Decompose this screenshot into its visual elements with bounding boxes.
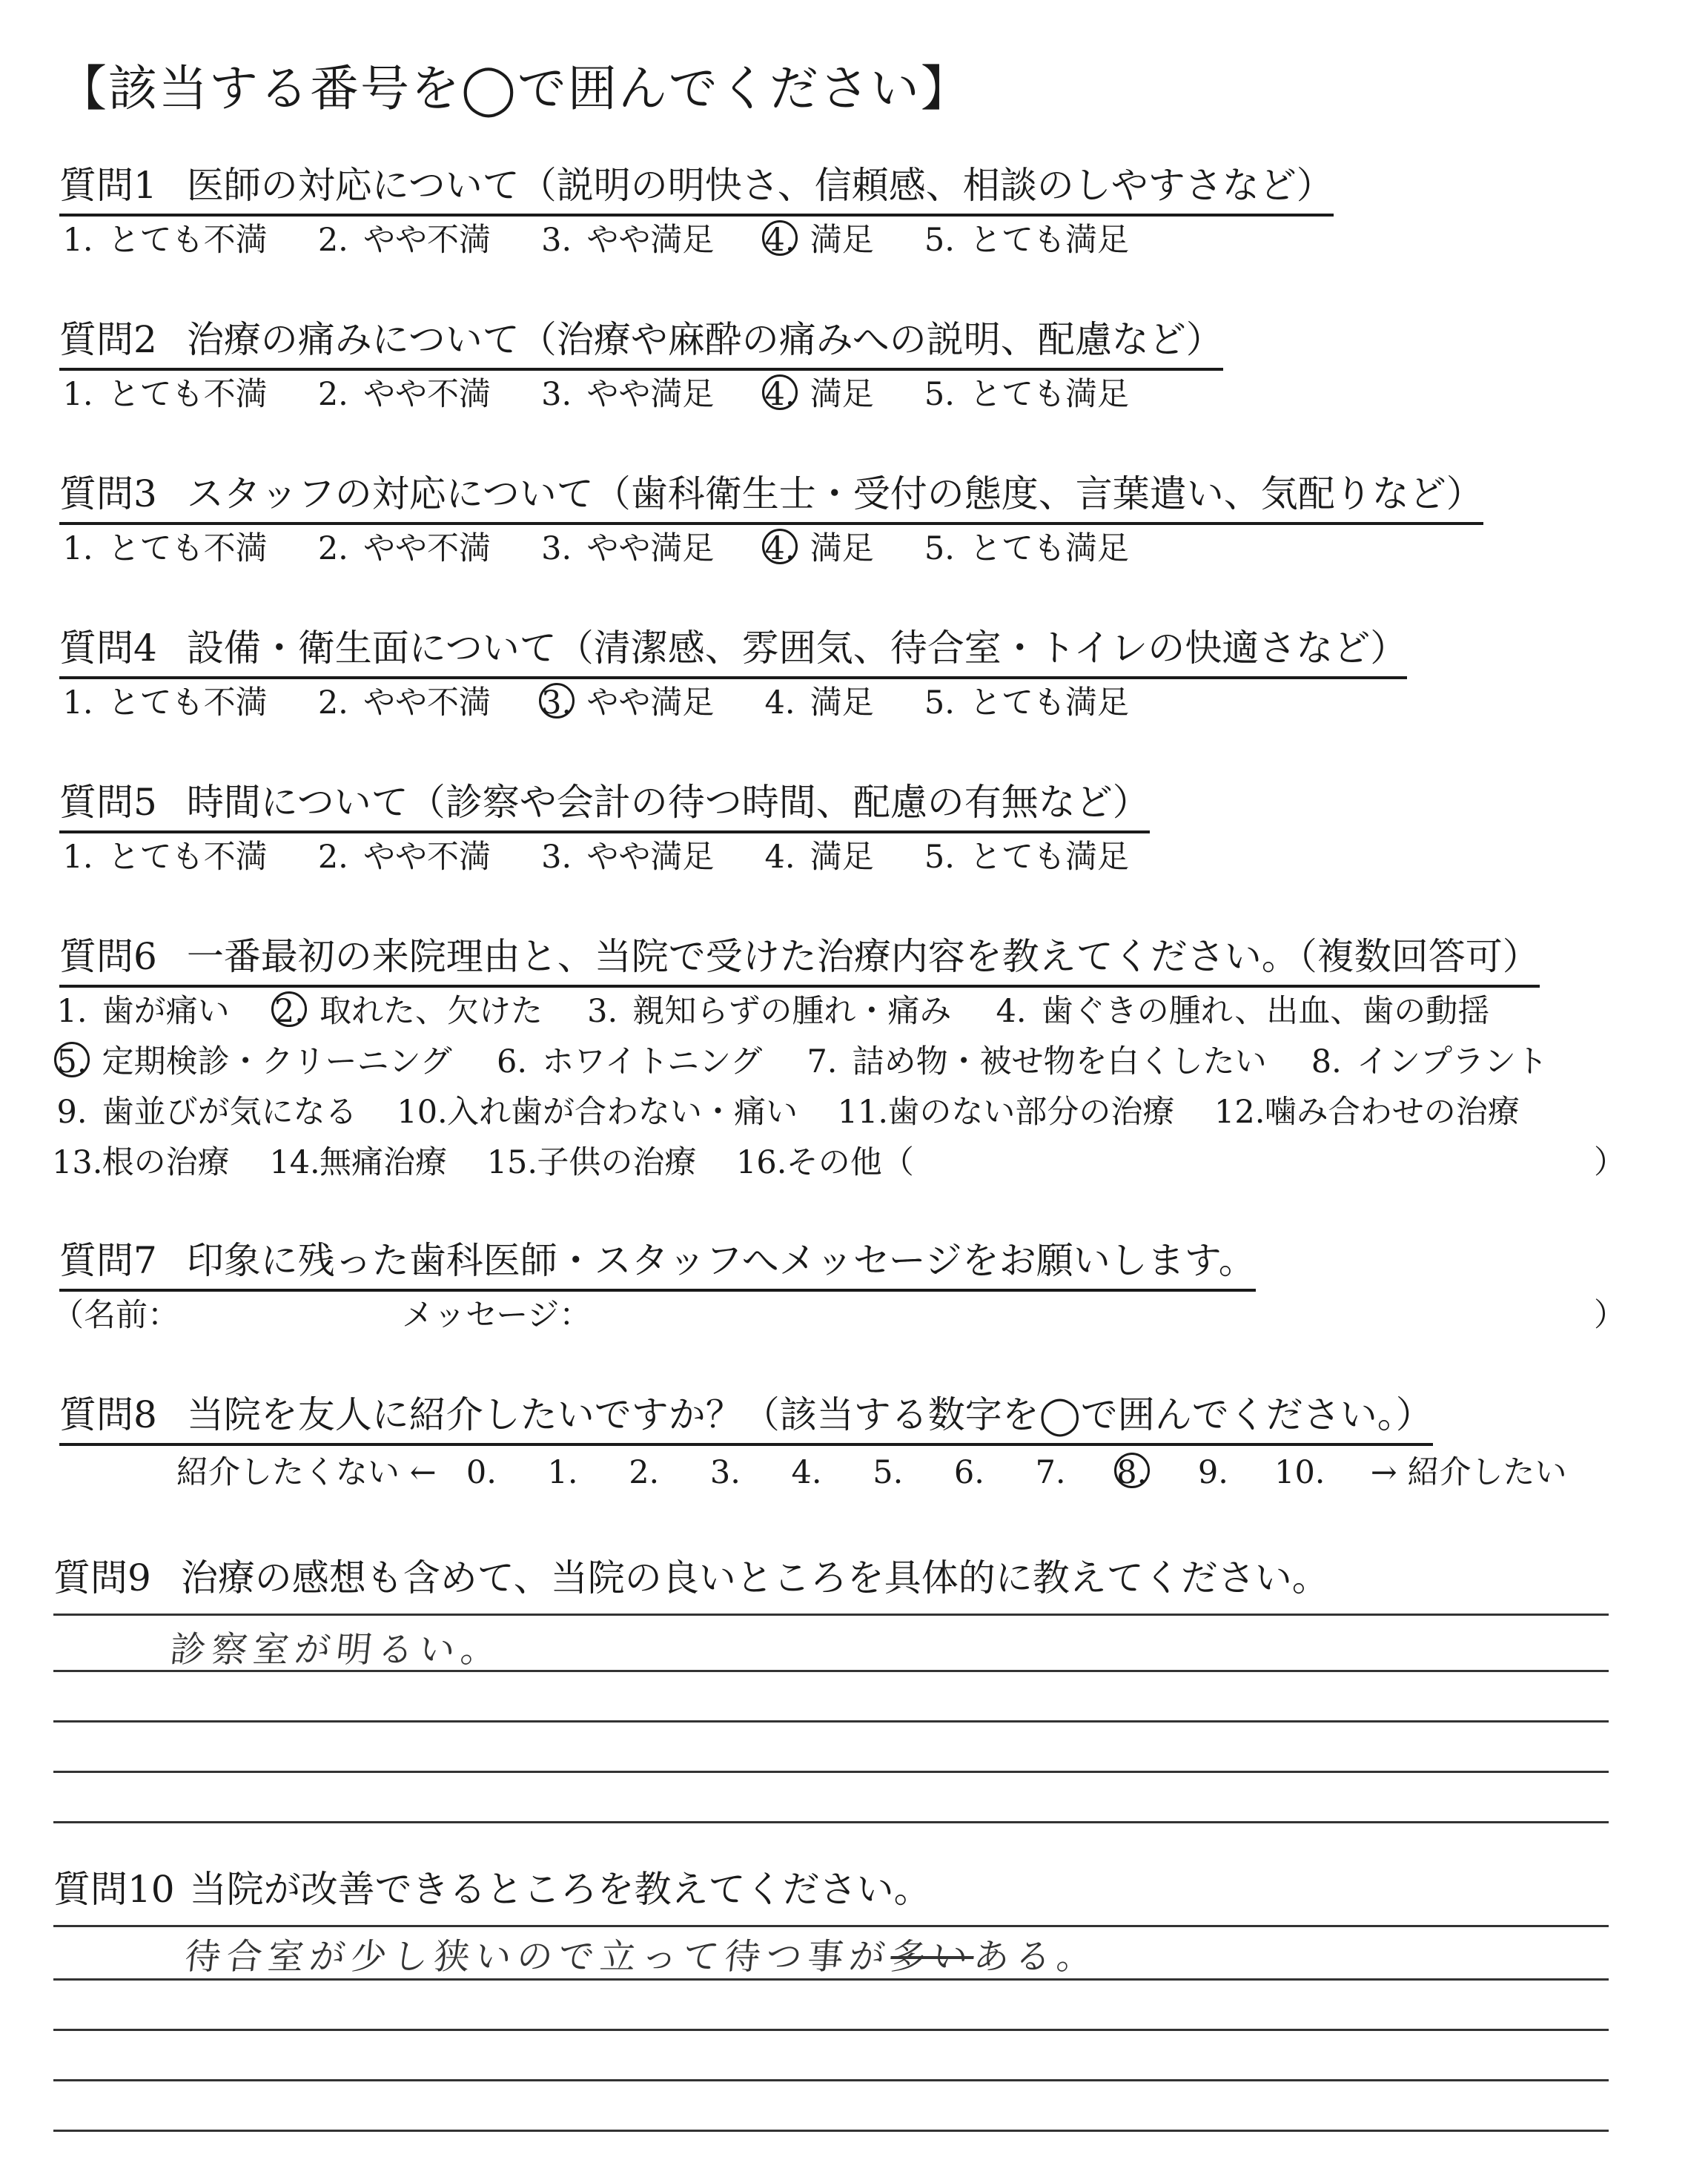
option[interactable]: 3. やや満足 [541, 839, 715, 876]
option[interactable]: 3. 親知らずの腫れ・痛み [587, 993, 952, 1030]
option[interactable]: 13. 根の治療 [52, 1144, 230, 1181]
option[interactable]: 12. 噛み合わせの治療 [1214, 1094, 1520, 1131]
option[interactable]: 3. やや満足 [541, 376, 715, 413]
answer-line [53, 1720, 1609, 1723]
other-close-paren: ） [1594, 1144, 1626, 1181]
question-3-text: スタッフの対応について（歯科衛生士・受付の態度、言葉遣い、気配りなど） [186, 472, 1483, 515]
question-1-text: 医師の対応について（説明の明快さ、信頼感、相談のしやすさなど） [186, 164, 1334, 207]
question-5-number: 質問5 [59, 781, 157, 824]
option[interactable]: 2. やや不満 [317, 530, 491, 567]
answer-line [53, 1821, 1609, 1823]
scale-option[interactable]: 5. [873, 1454, 904, 1491]
question-5-title [59, 773, 1150, 833]
option[interactable]: 5. とても満足 [924, 839, 1130, 876]
question-2-options [58, 369, 1165, 415]
option[interactable]: 5. とても満足 [924, 222, 1130, 259]
question-9-number: 質問9 [53, 1556, 151, 1599]
option[interactable]: 1. 歯が痛い [56, 993, 230, 1030]
scale-option[interactable]: 10. [1274, 1454, 1325, 1491]
question-7-number: 質問7 [59, 1239, 157, 1282]
question-9-answer[interactable]: 診察室が明るい。 [168, 1629, 505, 1671]
option[interactable]: 2. やや不満 [317, 684, 491, 721]
option[interactable]: 2. やや不満 [317, 222, 491, 259]
question-8-number: 質問8 [59, 1393, 157, 1436]
question-9-title [53, 1548, 1329, 1602]
option[interactable]: 2. やや不満 [317, 376, 491, 413]
question-6-row-1 [52, 986, 1519, 1031]
scale-option[interactable]: 7. [1035, 1454, 1066, 1491]
question-1-number: 質問1 [59, 164, 157, 207]
option[interactable]: 1. とても不満 [62, 684, 268, 721]
scale-option[interactable]: 2. [629, 1454, 660, 1491]
scale-right-label: → 紹介したい [1370, 1454, 1567, 1491]
answer-line [53, 1614, 1609, 1616]
question-9-text: 治療の感想も含めて、当院の良いところを具体的に教えてください。 [180, 1556, 1329, 1599]
answer-line [53, 2029, 1609, 2031]
question-2-title [59, 310, 1223, 371]
answer-line [53, 1925, 1609, 1927]
option[interactable]: 2. やや不満 [317, 839, 491, 876]
option[interactable]: 5. とても満足 [924, 376, 1130, 413]
scale-option[interactable]: 1. [547, 1454, 578, 1491]
question-2-text: 治療の痛みについて（治療や麻酔の痛みへの説明、配慮など） [186, 318, 1223, 361]
question-4-title [59, 618, 1407, 679]
question-5-text: 時間について（診察や会計の待つ時間、配慮の有無など） [186, 781, 1150, 824]
option[interactable]: 7. 詰め物・被せ物を白くしたい [807, 1043, 1267, 1080]
option[interactable]: 14. 無痛治療 [269, 1144, 448, 1181]
scale-left-label: 紹介したくない ← [176, 1454, 437, 1491]
question-10-number: 質問10 [53, 1868, 175, 1911]
scale-option[interactable]: 4. [791, 1454, 822, 1491]
option[interactable]: 1. とても不満 [62, 530, 268, 567]
option[interactable]: 1. とても不満 [62, 376, 268, 413]
option[interactable]: 8. インプラント [1311, 1043, 1548, 1080]
message-field-label[interactable]: メッセージ： [402, 1297, 592, 1334]
answer-line [53, 2130, 1609, 2132]
option[interactable]: 10. 入れ歯が合わない・痛い [397, 1094, 798, 1131]
option-selected[interactable]: 4. 満足 [760, 524, 874, 569]
question-4-options [58, 678, 1165, 723]
name-field-label[interactable]: （名前： [52, 1297, 179, 1334]
option[interactable]: 1. とても不満 [62, 222, 268, 259]
question-10-text: 当院が改善できるところを教えてください。 [189, 1868, 931, 1911]
option[interactable]: 5. とても満足 [924, 684, 1130, 721]
question-6-row-3 [52, 1087, 1549, 1132]
question-10-answer[interactable]: 待合室が少し狭いので立って待つ事が多いある。 [182, 1936, 1101, 1978]
option-selected[interactable]: 2. 取れた、欠けた [269, 986, 543, 1031]
question-10-title [53, 1860, 931, 1913]
question-7-fields [52, 1290, 591, 1335]
question-3-number: 質問3 [59, 472, 157, 515]
recommend-scale [162, 1447, 1581, 1493]
answer-line [53, 2079, 1609, 2081]
option[interactable]: 15. 子供の治療 [486, 1144, 697, 1181]
question-6-number: 質問6 [59, 935, 157, 978]
option[interactable]: 9. 歯並びが気になる [56, 1094, 357, 1131]
question-1-title [59, 156, 1334, 217]
option-selected[interactable]: 3. やや満足 [537, 678, 715, 723]
option[interactable]: 5. とても満足 [924, 530, 1130, 567]
option[interactable]: 4. 満足 [764, 684, 874, 721]
scale-option-selected[interactable]: 8. [1112, 1453, 1152, 1491]
question-2-number: 質問2 [59, 318, 157, 361]
scale-option[interactable]: 3. [709, 1454, 741, 1491]
option[interactable]: 4. 歯ぐきの腫れ、出血、歯の動揺 [996, 993, 1490, 1030]
question-3-options [58, 524, 1165, 569]
question-4-text: 設備・衛生面について（清潔感、雰囲気、待合室・トイレの快適さなど） [186, 627, 1408, 670]
option[interactable]: 1. とても不満 [62, 839, 268, 876]
option-selected[interactable]: 4. 満足 [760, 215, 874, 260]
option-selected[interactable]: 4. 満足 [760, 369, 874, 415]
option-other[interactable]: 16. その他（ [736, 1144, 914, 1181]
question-8-text: 当院を友人に紹介したいですか？（該当する数字を◯で囲んでください。） [186, 1393, 1433, 1436]
scale-option[interactable]: 6. [953, 1454, 984, 1491]
question-7-title [59, 1231, 1256, 1292]
question-6-row-2 [52, 1037, 1578, 1082]
option[interactable]: 11. 歯のない部分の治療 [837, 1094, 1175, 1131]
question-3-title [59, 464, 1483, 525]
question-6-row-4 [52, 1137, 944, 1183]
question-4-number: 質問4 [59, 627, 157, 670]
answer-line [53, 1978, 1609, 1981]
message-close-paren: ） [1594, 1297, 1626, 1334]
answer-line [53, 1670, 1609, 1672]
answer-line [53, 1771, 1609, 1773]
option-selected[interactable]: 5. 定期検診・クリーニング [52, 1037, 452, 1082]
form-heading: 【該当する番号を◯で囲んでください】 [58, 60, 971, 117]
option[interactable]: 3. やや満足 [541, 222, 715, 259]
question-5-options [58, 832, 1165, 877]
question-6-text: 一番最初の来院理由と、当院で受けた治療内容を教えてください。（複数回答可） [186, 935, 1540, 978]
question-7-text: 印象に残った歯科医師・スタッフへメッセージをお願いします。 [186, 1239, 1256, 1282]
question-8-title [59, 1385, 1433, 1446]
scale-option[interactable]: 9. [1197, 1454, 1228, 1491]
question-6-title [59, 927, 1540, 988]
option[interactable]: 6. ホワイトニング [496, 1043, 763, 1080]
option[interactable]: 4. 満足 [764, 839, 874, 876]
question-1-options [58, 215, 1165, 260]
option[interactable]: 3. やや満足 [541, 530, 715, 567]
struck-text: 多い [888, 1936, 976, 1978]
scale-option[interactable]: 0. [466, 1454, 497, 1491]
